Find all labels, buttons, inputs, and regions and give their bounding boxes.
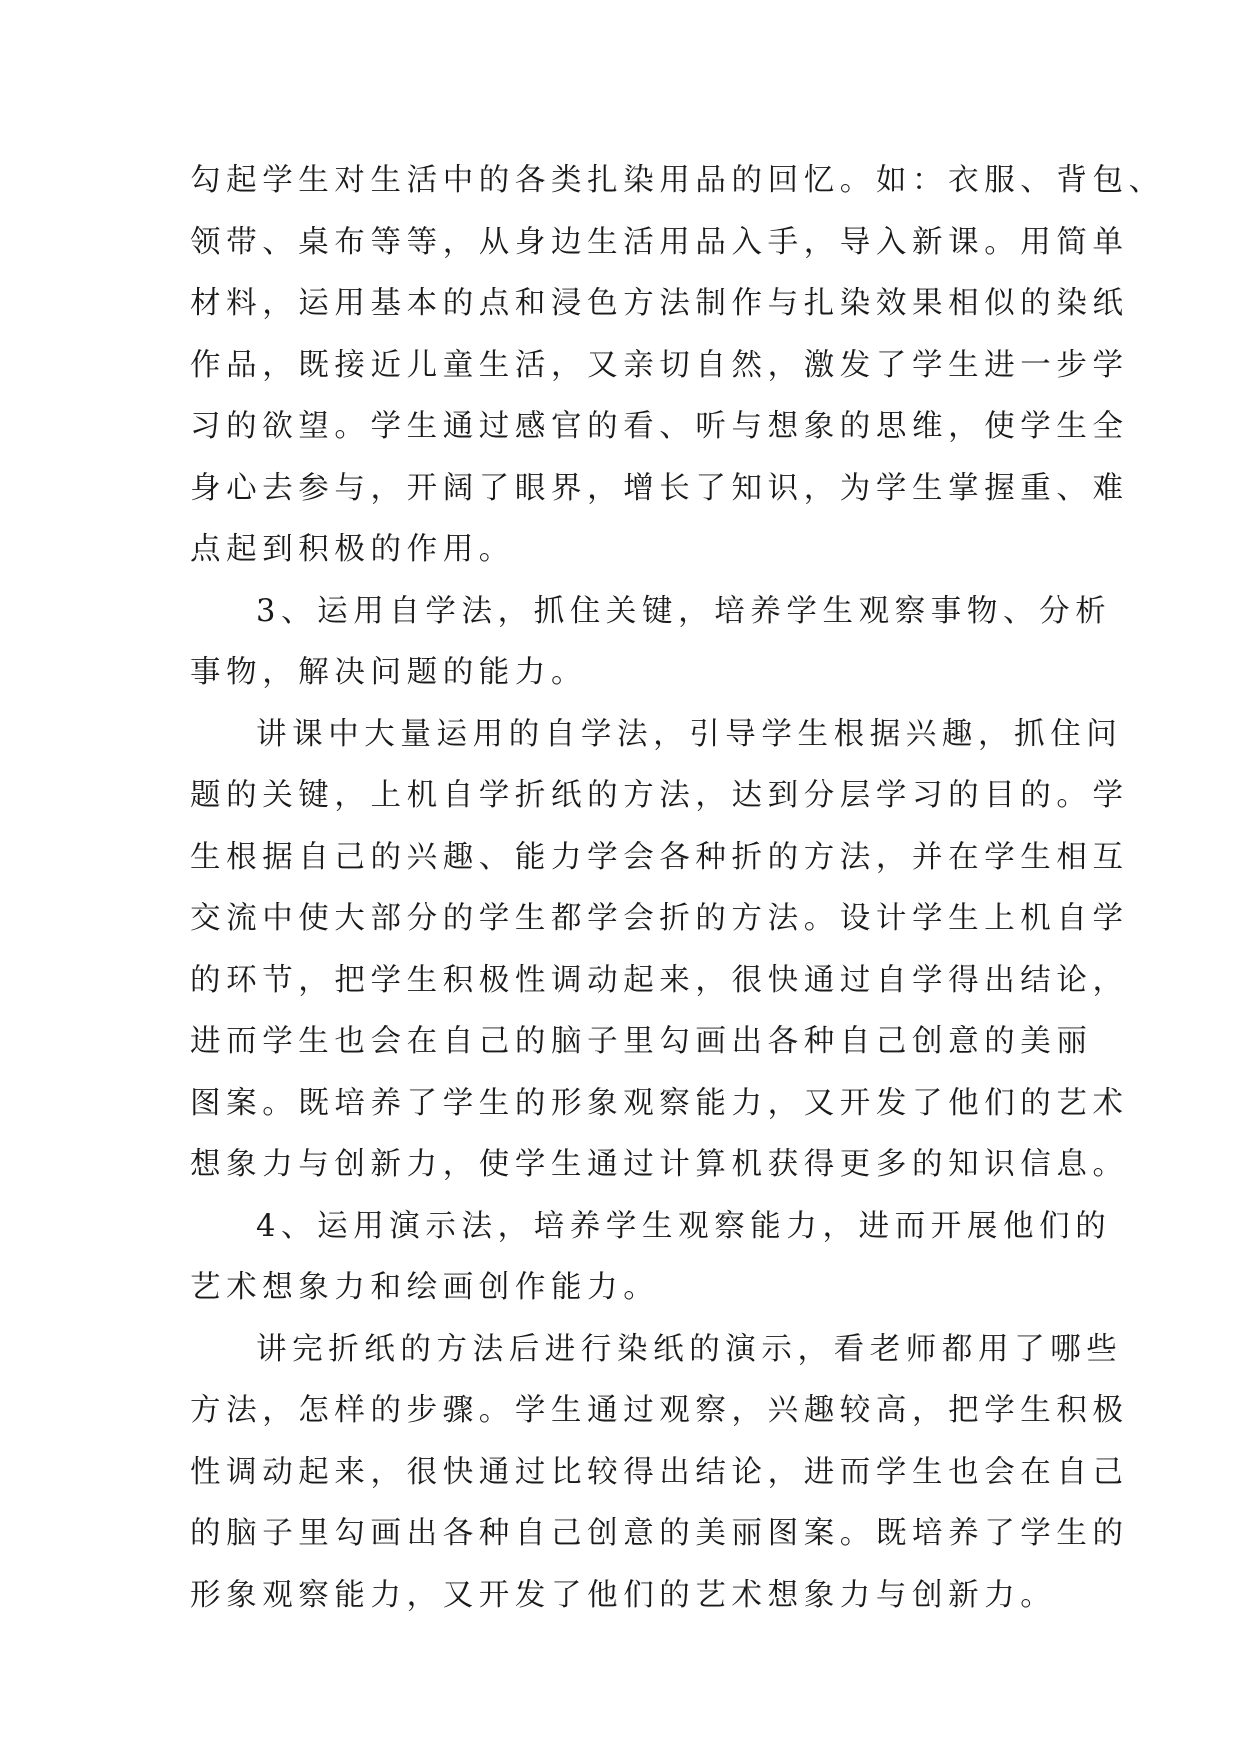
text-line: 图案。既培养了学生的形象观察能力，又开发了他们的艺术 — [190, 1085, 1129, 1121]
text-line: 性调动起来，很快通过比较得出结论，进而学生也会在自己 — [190, 1454, 1129, 1490]
text-line: 艺术想象力和绘画创作能力。 — [190, 1270, 660, 1305]
text-line: 形象观察能力，又开发了他们的艺术想象力与创新力。 — [190, 1577, 1057, 1613]
text-line: 进而学生也会在自己的脑子里勾画出各种自己创意的美丽 — [190, 1024, 1093, 1059]
text-line: 方法，怎样的步骤。学生通过观察，兴趣较高，把学生积极 — [190, 1393, 1129, 1428]
text-line: 题的关键，上机自学折纸的方法，达到分层学习的目的。学 — [190, 778, 1129, 813]
text-line: 事物，解决问题的能力。 — [190, 655, 588, 690]
text-line: 的脑子里勾画出各种自己创意的美丽图案。既培养了学生的 — [190, 1516, 1129, 1551]
paragraph-start-line: 讲完折纸的方法后进行染纸的演示，看老师都用了哪些 — [256, 1331, 1123, 1367]
paragraph-start-line: 4、运用演示法，培养学生观察能力，进而开展他们的 — [256, 1208, 1112, 1244]
text-line: 身心去参与，开阔了眼界，增长了知识，为学生掌握重、难 — [190, 470, 1129, 506]
paragraph-start-line: 讲课中大量运用的自学法，引导学生根据兴趣，抓住问 — [256, 716, 1123, 752]
text-line: 的环节，把学生积极性调动起来，很快通过自学得出结论， — [190, 962, 1129, 998]
text-line: 生根据自己的兴趣、能力学会各种折的方法，并在学生相互 — [190, 839, 1129, 875]
paragraph-start-line: 3、运用自学法，抓住关键，培养学生观察事物、分析 — [256, 593, 1112, 629]
text-line: 习的欲望。学生通过感官的看、听与想象的思维，使学生全 — [190, 409, 1129, 444]
body-text — [190, 150, 1165, 1626]
text-line: 勾起学生对生活中的各类扎染用品的回忆。如：衣服、背包、 — [190, 163, 1165, 198]
text-line: 材料，运用基本的点和浸色方法制作与扎染效果相似的染纸 — [190, 286, 1129, 321]
text-line: 点起到积极的作用。 — [190, 532, 515, 567]
text-line: 想象力与创新力，使学生通过计算机获得更多的知识信息。 — [190, 1147, 1129, 1182]
text-line: 作品，既接近儿童生活，又亲切自然，激发了学生进一步学 — [190, 347, 1129, 383]
text-line: 交流中使大部分的学生都学会折的方法。设计学生上机自学 — [190, 901, 1129, 936]
text-line: 领带、桌布等等，从身边生活用品入手，导入新课。用简单 — [190, 224, 1129, 260]
